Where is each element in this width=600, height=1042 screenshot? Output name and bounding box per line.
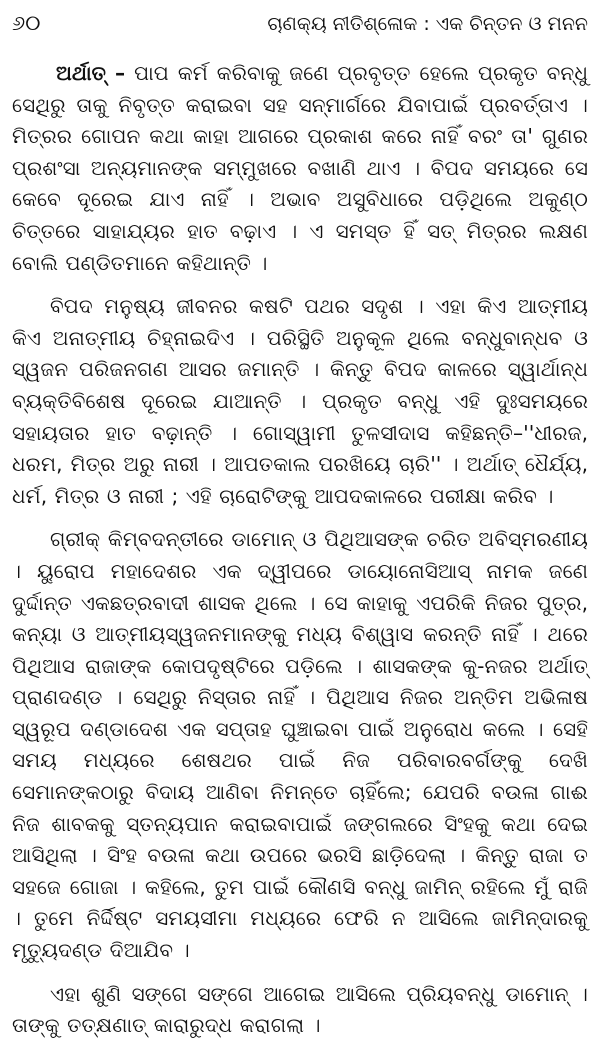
paragraph-3 [12,524,588,966]
running-header [12,8,588,42]
body-text [12,58,588,1042]
running-title: ଚାଣକ୍ୟ ନୀତିଶ୍ଳୋକ : ଏକ ଚିନ୍ତନ ଓ ମନନ [267,13,588,35]
paragraph-2-text: ବିପଦ ମନୁଷ୍ୟ ଜୀବନର କଷଟି ପଥର ସଦୃଶ । ଏହା କିଏ ଆତ୍ମୀୟ କିଏ ଅନାତ୍ମୀୟ ଚିହ୍ନାଇଦିଏ । ପରିସ୍ଥିତି ଅନୁକୂଳ ଥିଲେ ବନ୍ଧୁବାନ୍ଧବ ଓ ସ୍ୱଜନ ପରିଜନଗଣ ଆସର ଜମାନ୍ତି । କିନ୍ତୁ ବିପଦ କାଳରେ ସ୍ୱାର୍ଥାନ୍ଧ ବ୍ୟକ୍ତିବିଶେଷ ଦୂରେଇ ଯାଆନ୍ତି । ପ୍ରକୃତ ବନ୍ଧୁ ଏହି ଦୁଃସମୟରେ ସହାୟତାର ହାତ ବଢ଼ାନ୍ତି । ଗୋସ୍ୱାମୀ ତୁଳସୀଦାସ କହିଛନ୍ତି–''ଧୀରଜ, ଧରମ, ମିତ୍ର ଅରୁ ନାରୀ । ଆପତକାଲ ପରଖିୟେ ଚାରି'' । ଅର୍ଥାତ୍ ଧୈର୍ଯ୍ୟ, ଧର୍ମ, ମିତ୍ର ଓ ନାରୀ ; ଏହି ଚାରୋଟିଙ୍କୁ ଆପଦକାଳରେ ପରୀକ୍ଷା କରିବ । [12,294,588,508]
page-number: ୬୦ [12,11,41,35]
paragraph-1 [12,58,588,279]
paragraph-2 [12,291,588,512]
paragraph-4-text: ଏହା ଶୁଣି ସଙ୍ଗେ ସଙ୍ଗେ ଆଗେଇ ଆସିଲେ ପ୍ରିୟବନ୍ଧୁ ଡାମୋନ୍ । ତାଙ୍କୁ ତତ୍‌କ୍ଷଣାତ୍ କାରାରୁଦ୍ଧ କରାଗଲା । [12,981,588,1038]
paragraph-1-text: ପାପ କର୍ମ କରିବାକୁ ଜଣେ ପ୍ରବୃତ୍ତ ହେଲେ ପ୍ରକୃତ ବନ୍ଧୁ ସେଥିରୁ ତାକୁ ନିବୃତ୍ତ କରାଇବା ସହ ସନ୍ମାର୍ଗରେ ଯିବାପାଇଁ ପ୍ରବର୍ତ୍ତାଏ । ମିତ୍ରର ଗୋପନ କଥା କାହା ଆଗରେ ପ୍ରକାଶ କରେ ନାହିଁ ବରଂ ତା' ଗୁଣର ପ୍ରଶଂସା ଅନ୍ୟମାନଙ୍କ ସମ୍ମୁଖରେ ବଖାଣି ଥାଏ । ବିପଦ ସମୟରେ ସେ କେବେ ଦୂରେଇ ଯାଏ ନାହିଁ । ଅଭାବ ଅସୁବିଧାରେ ପଡ଼ିଥିଲେ ଅକୁଣ୍ଠ ଚିତ୍ତରେ ସାହାଯ୍ୟର ହାତ ବଢ଼ାଏ । ଏ ସମସ୍ତ ହିଁ ସତ୍ ମିତ୍ରର ଲକ୍ଷଣ ବୋଲି ପଣ୍ଡିତମାନେ କହିଥାନ୍ତି । [12,61,589,275]
lead-term: ଅର୍ଥାତ୍ [56,61,107,85]
paragraph-3-text: ଗ୍ରୀକ୍ କିମ୍ବଦନ୍ତୀରେ ଡାମୋନ୍ ଓ ପିଥିଆସଙ୍କ ଚରିତ ଅବିସ୍ମରଣୀୟ । ୟୁରୋପ ମହାଦେଶର ଏକ ଦ୍ୱୀପରେ ଡାୟୋନୋସିଆସ୍ ନାମକ ଜଣେ ଦୁର୍ଦ୍ଦାନ୍ତ ଏକଛତ୍ରବାଦୀ ଶାସକ ଥିଲେ । ସେ କାହାକୁ ଏପରିକି ନିଜର ପୁତ୍ର, କନ୍ୟା ଓ ଆତ୍ମୀୟସ୍ୱଜନମାନଙ୍କୁ ମଧ୍ୟ ବିଶ୍ୱାସ କରନ୍ତି ନାହିଁ । ଥରେ ପିଥିଆସ ରାଜାଙ୍କ କୋପଦୃଷ୍ଟିରେ ପଡ଼ିଲେ । ଶାସକଙ୍କ କୁ-ନଜର ଅର୍ଥାତ୍ ପ୍ରାଣଦଣ୍ଡ । ସେଥିରୁ ନିସ୍ତାର ନାହିଁ । ପିଥିଆସ ନିଜର ଅନ୍ତିମ ଅଭିଳାଷ ସ୍ୱରୂପ ଦଣ୍ଡାଦେଶ ଏକ ସପ୍ତାହ ଘୁଞ୍ଚାଇବା ପାଇଁ ଅନୁରୋଧ କଲେ । ସେହି ସମୟ ମଧ୍ୟରେ ଶେଷଥର ପାଇଁ ନିଜ ପରିବାରବର୍ଗଙ୍କୁ ଦେଖି ସେମାନଙ୍କଠାରୁ ବିଦାୟ ଆଣିବା ନିମନ୍ତେ ଚାହିଁଲେ; ଯେପରି ବଉଳା ଗାଈ ନିଜ ଶାବକକୁ ସ୍ତନ୍ୟପାନ କରାଇବାପାଇଁ ଜଙ୍ଗଲରେ ସିଂହକୁ କଥା ଦେଇ ଆସିଥିଲା । ସିଂହ ବଉଳା କଥା ଉପରେ ଭରସି ଛାଡ଼ିଦେଲା । କିନ୍ତୁ ରାଜା ତ ସହଜେ ଗୋଜା । କହିଲେ, ତୁମ ପାଇଁ କୌଣସି ବନ୍ଧୁ ଜାମିନ୍ ରହିଲେ ମୁଁ ରାଜି । ତୁମେ ନିର୍ଦ୍ଦିଷ୍ଟ ସମୟସୀମା ମଧ୍ୟରେ ଫେରି ନ ଆସିଲେ ଜାମିନ୍‌ଦାରକୁ ମୃତ୍ୟୁଦଣ୍ଡ ଦିଆଯିବ । [12,527,588,963]
lead-dash: – [115,61,126,85]
paragraph-4 [12,979,588,1042]
